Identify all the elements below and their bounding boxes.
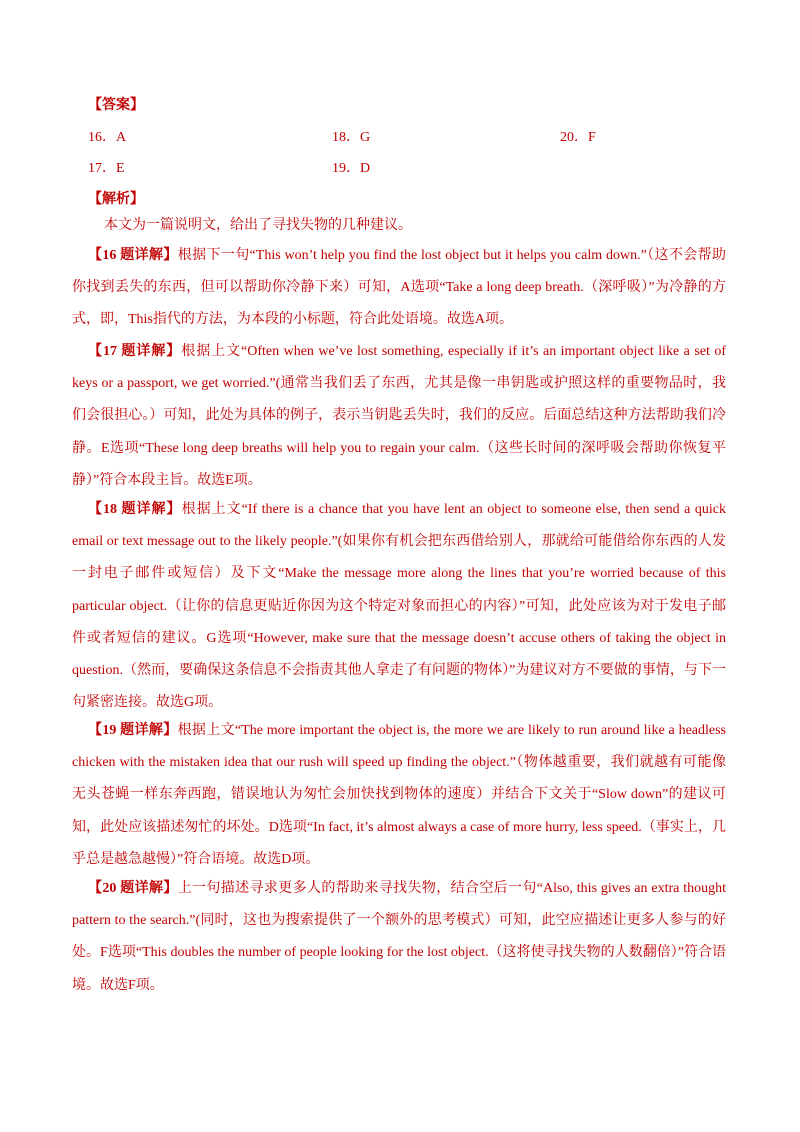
item-20-tag: 【20 题详解】	[88, 881, 178, 896]
item-19-tag: 【19 题详解】	[88, 723, 178, 738]
answer-heading: 【答案】	[88, 98, 144, 113]
answer-16: 16．A	[88, 130, 127, 145]
answer-19: 19．D	[332, 161, 371, 176]
item-18-text: 根据上文“If there is a chance that you have lent an object to someone else, then send a quick email or text message out to the likely people.”(如果你有机会把东西借给别人，那就给可能借给你东西的人发一封电子邮件或短信）及下文“Make the message more along the lines that you’re worried because of this particular object.（让你的信息更贴近你因为这个特定对象而担心的内容）”可知，此处应该为对于发电子邮件或者短信的建议。G选项“However, make sure that the message doesn’t accuse others of taking the object in question.（然而，要确保这条信息不会指责其他人拿走了有问题的物体）”为建议对方不要做的事情，与下一句紧密连接。故选G项。	[72, 502, 727, 711]
item-17-text: 根据上文“Often when we’ve lost something, especially if it’s an important object like a set of keys or a passport, we get worried.”(通常当我们丢了东西，尤其是像一串钥匙或护照这样的重要物品时，我们会很担心。）可知，此处为具体的例子，表示当钥匙丢失时，我们的反应。后面总结这种方法帮助我们冷静。E选项“These long deep breaths will help you to regain your calm.（这些长时间的深呼吸会帮助你恢复平静）”符合本段主旨。故选E项。	[72, 344, 727, 488]
answer-17: 17．E	[88, 161, 125, 176]
item-19-text: 根据上文“The more important the object is, the more we are likely to run around like a headless chicken with the mistaken idea that our rush will speed up finding the object.”（物体越重要，我们就越有可能像无头苍蝇一样东奔西跑，错误地认为匆忙会加快找到物体的速度）并结合下文关于“Slow down”的建议可知，此处应该描述匆忙的坏处。D选项“In fact, it’s almost always a case of more hurry, less speed.（事实上，几乎总是越急越慢）”符合语境。故选D项。	[72, 723, 726, 867]
answer-18: 18．G	[332, 130, 371, 145]
analysis-intro: 本文为一篇说明文，给出了寻找失物的几种建议。	[104, 218, 412, 233]
item-19-paragraph	[72, 715, 726, 876]
item-17-paragraph	[72, 336, 726, 497]
item-20-text: 上一句描述寻求更多人的帮助来寻找失物，结合空后一句“Also, this gives an extra thought pattern to the search.”(同时，这也为搜索提供了一个额外的思考模式）可知，此空应描述让更多人参与的好处。F选项“This doubles the number of people looking for the lost object.（这将使寻找失物的人数翻倍）”符合语境。故选F项。	[72, 881, 726, 993]
item-18-tag: 【18 题详解】	[88, 502, 182, 517]
item-16-tag: 【16 题详解】	[88, 248, 178, 263]
answer-20: 20．F	[560, 130, 596, 145]
item-16-text: 根据下一句“This won’t help you find the lost object but it helps you calm down.”（这不会帮助你找到丢失的东西，但可以帮助你冷静下来）可知，A选项“Take a long deep breath.（深呼吸）”为冷静的方式，即，This指代的方法，为本段的小标题，符合此处语境。故选A项。	[72, 248, 727, 328]
item-18-paragraph	[72, 494, 726, 719]
item-20-paragraph	[72, 873, 726, 1002]
analysis-heading: 【解析】	[88, 192, 144, 207]
item-17-tag: 【17 题详解】	[88, 344, 182, 359]
item-16-paragraph	[72, 240, 726, 337]
